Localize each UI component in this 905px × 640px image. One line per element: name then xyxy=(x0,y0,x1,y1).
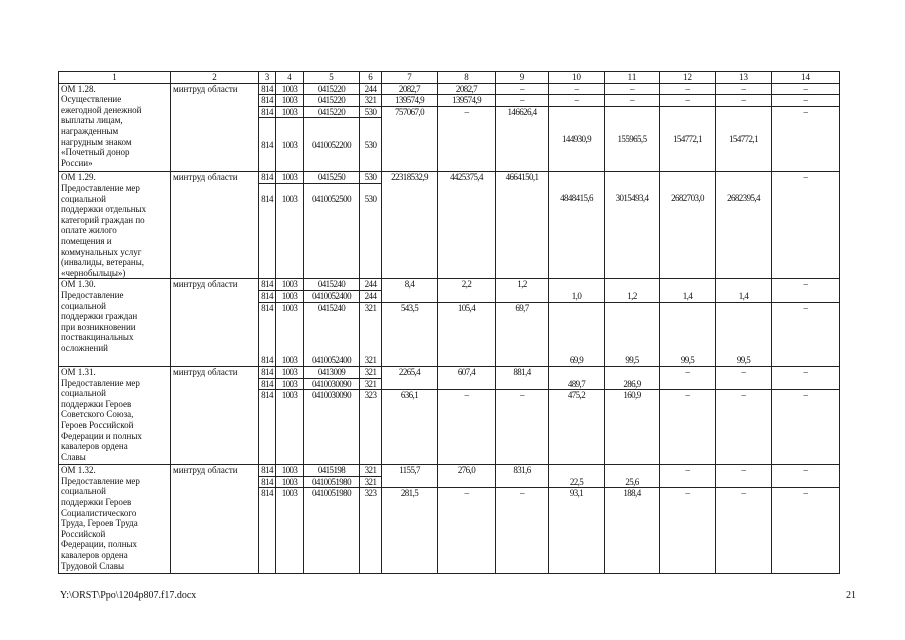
header-cell: 2 xyxy=(171,72,259,84)
table-row: ОМ 1.28. Осуществление ежегодной денежной выплаты лицам, награжденным нагрудным знаком «Почетный донор России» минтруд области 814 1003 0415220 244 2082,7 2082,7 – – – – – – xyxy=(59,83,840,95)
table-row: 814 1003 0410052200 530 xyxy=(59,118,840,172)
table-row: 814 1003 0410051980 323 281,5 – – 93,1 188,4 – – – xyxy=(59,488,840,574)
executor-cell: минтруд области xyxy=(171,465,259,574)
table-row: ОМ 1.30. Предоставление социальной поддержки граждан при возникновении поствакцинальных осложнений минтруд области 814 1003 0415240 244 8,4 2,2 1,2 1,0 1,2 1,4 1,4 – xyxy=(59,279,840,291)
table-row: 814 1003 0415220 530 757067,0 – 146626,4 144930,9 155965,5 154772,1 154772,1 – xyxy=(59,106,840,118)
header-cell: 9 xyxy=(496,72,549,84)
executor-cell: минтруд области xyxy=(171,172,259,279)
table-row: 814 1003 0410052400 244 xyxy=(59,290,840,302)
table-row: ОМ 1.32. Предоставление мер социальной поддержки Героев Социалистического Труда, Героев Труда Российской Федерации, полных кавалеров ордена Трудовой Славы минтруд области 814 1003 0415198 321 1155,7 276,0 831,6 22,5 25,6 – – – xyxy=(59,465,840,477)
header-cell: 14 xyxy=(772,72,840,84)
measure-description: ОМ 1.30. Предоставление социальной поддержки граждан при возникновении поствакцинальных осложнений xyxy=(59,279,171,367)
footer-file-path: Y:\ORST\Ppo\1204p807.f17.docx xyxy=(60,590,197,601)
budget-table: 1 2 3 4 5 6 7 8 9 10 11 12 13 14 ОМ 1.28. Осуществление ежегодной денежной выплаты лицам, награжденным нагрудным знаком «Почетный донор России» минтруд области 814 1003 0415220 244 2082,7 2082,7 – – – – – – 814 1003 0415220 321 139574,9 139574,9 – – – – – – 814 1003 0415220 530 757067,0 – 146626,4 144930,9 155965,5 154772,1 154772,1 – 814 1003 0410052200 530 ОМ 1.29. Предоставление мер социальной поддержки отдельных категорий граждан по оплате жилого помещения и коммунальных услуг (инвалиды, ветераны, «чернобыльцы») минтруд области 814 1003 0415250 530 22318532,9 4425375,4 4664150,1 4848415,6 3015493,4 2682703,0 2682395,4 – 814 1003 0410052500 530 ОМ 1.30. Предоставление социальной поддержки граждан при возникновении поствакцинальных осложнений минтруд области 814 1003 0415240 244 8,4 2,2 1,2 1,0 1,2 1,4 1,4 – 814 1003 0410052400 244 814 814 1003 1003 0415240 0410052400 321 321 543,5 105,4 69,7 69,9 99,5 99,5 99,5 – ОМ 1.31. Предоставление мер социальной поддержки Героев Советского Союза, Героев Российской Федерации и полных кавалеров ордена Славы минтруд области 814 1003 0413009 321 2265,4 607,4 881,4 489,7 286,9 – – – 814 1003 0410030090 321 814 1003 0410030090 323 636,1 – – 475,2 160,9 – – – ОМ 1.32. Предоставление мер социальной поддержки Героев Социалистического Труда, Героев Труда Российской Федерации, полных кавалеров ордена Трудовой Славы минтруд области 814 1003 0415198 321 1155,7 276,0 831,6 22,5 25,6 – – – 814 1003 0410051980 321 814 1003 0410051980 323 281,5 – – 93,1 188,4 – – – xyxy=(58,71,840,574)
executor-cell: минтруд области xyxy=(171,83,259,172)
executor-cell: минтруд области xyxy=(171,367,259,465)
header-cell: 8 xyxy=(438,72,496,84)
page-number: 21 xyxy=(846,590,856,601)
header-cell: 5 xyxy=(304,72,360,84)
header-cell: 4 xyxy=(276,72,304,84)
header-cell: 13 xyxy=(716,72,772,84)
table-row: 814 1003 0410030090 321 xyxy=(59,378,840,390)
table-row: 814 1003 0410030090 323 636,1 – – 475,2 160,9 – – – xyxy=(59,390,840,465)
header-cell: 7 xyxy=(382,72,438,84)
header-cell: 3 xyxy=(259,72,276,84)
header-cell: 12 xyxy=(660,72,716,84)
header-cell: 11 xyxy=(605,72,660,84)
table-row: 814 1003 0415220 321 139574,9 139574,9 – – – – – – xyxy=(59,95,840,107)
header-cell: 1 xyxy=(59,72,171,84)
executor-cell: минтруд области xyxy=(171,279,259,367)
measure-description: ОМ 1.31. Предоставление мер социальной поддержки Героев Советского Союза, Героев Российской Федерации и полных кавалеров ордена Славы xyxy=(59,367,171,465)
measure-description: ОМ 1.32. Предоставление мер социальной поддержки Героев Социалистического Труда, Героев Труда Российской Федерации, полных кавалеров ордена Трудовой Славы xyxy=(59,465,171,574)
table-row: 814 1003 0410052500 530 xyxy=(59,184,840,279)
measure-description: ОМ 1.29. Предоставление мер социальной поддержки отдельных категорий граждан по оплате жилого помещения и коммунальных услуг (инвалиды, ветераны, «чернобыльцы») xyxy=(59,172,171,279)
table-row: ОМ 1.29. Предоставление мер социальной поддержки отдельных категорий граждан по оплате жилого помещения и коммунальных услуг (инвалиды, ветераны, «чернобыльцы») минтруд области 814 1003 0415250 530 22318532,9 4425375,4 4664150,1 4848415,6 3015493,4 2682703,0 2682395,4 – xyxy=(59,172,840,184)
table-row: 814 1003 0410051980 321 xyxy=(59,476,840,488)
header-cell: 10 xyxy=(549,72,605,84)
header-row xyxy=(59,72,840,84)
measure-description: ОМ 1.28. Осуществление ежегодной денежной выплаты лицам, награжденным нагрудным знаком «Почетный донор России» xyxy=(59,83,171,172)
table-row: ОМ 1.31. Предоставление мер социальной поддержки Героев Советского Союза, Героев Российской Федерации и полных кавалеров ордена Славы минтруд области 814 1003 0413009 321 2265,4 607,4 881,4 489,7 286,9 – – – xyxy=(59,367,840,379)
header-cell: 6 xyxy=(360,72,382,84)
